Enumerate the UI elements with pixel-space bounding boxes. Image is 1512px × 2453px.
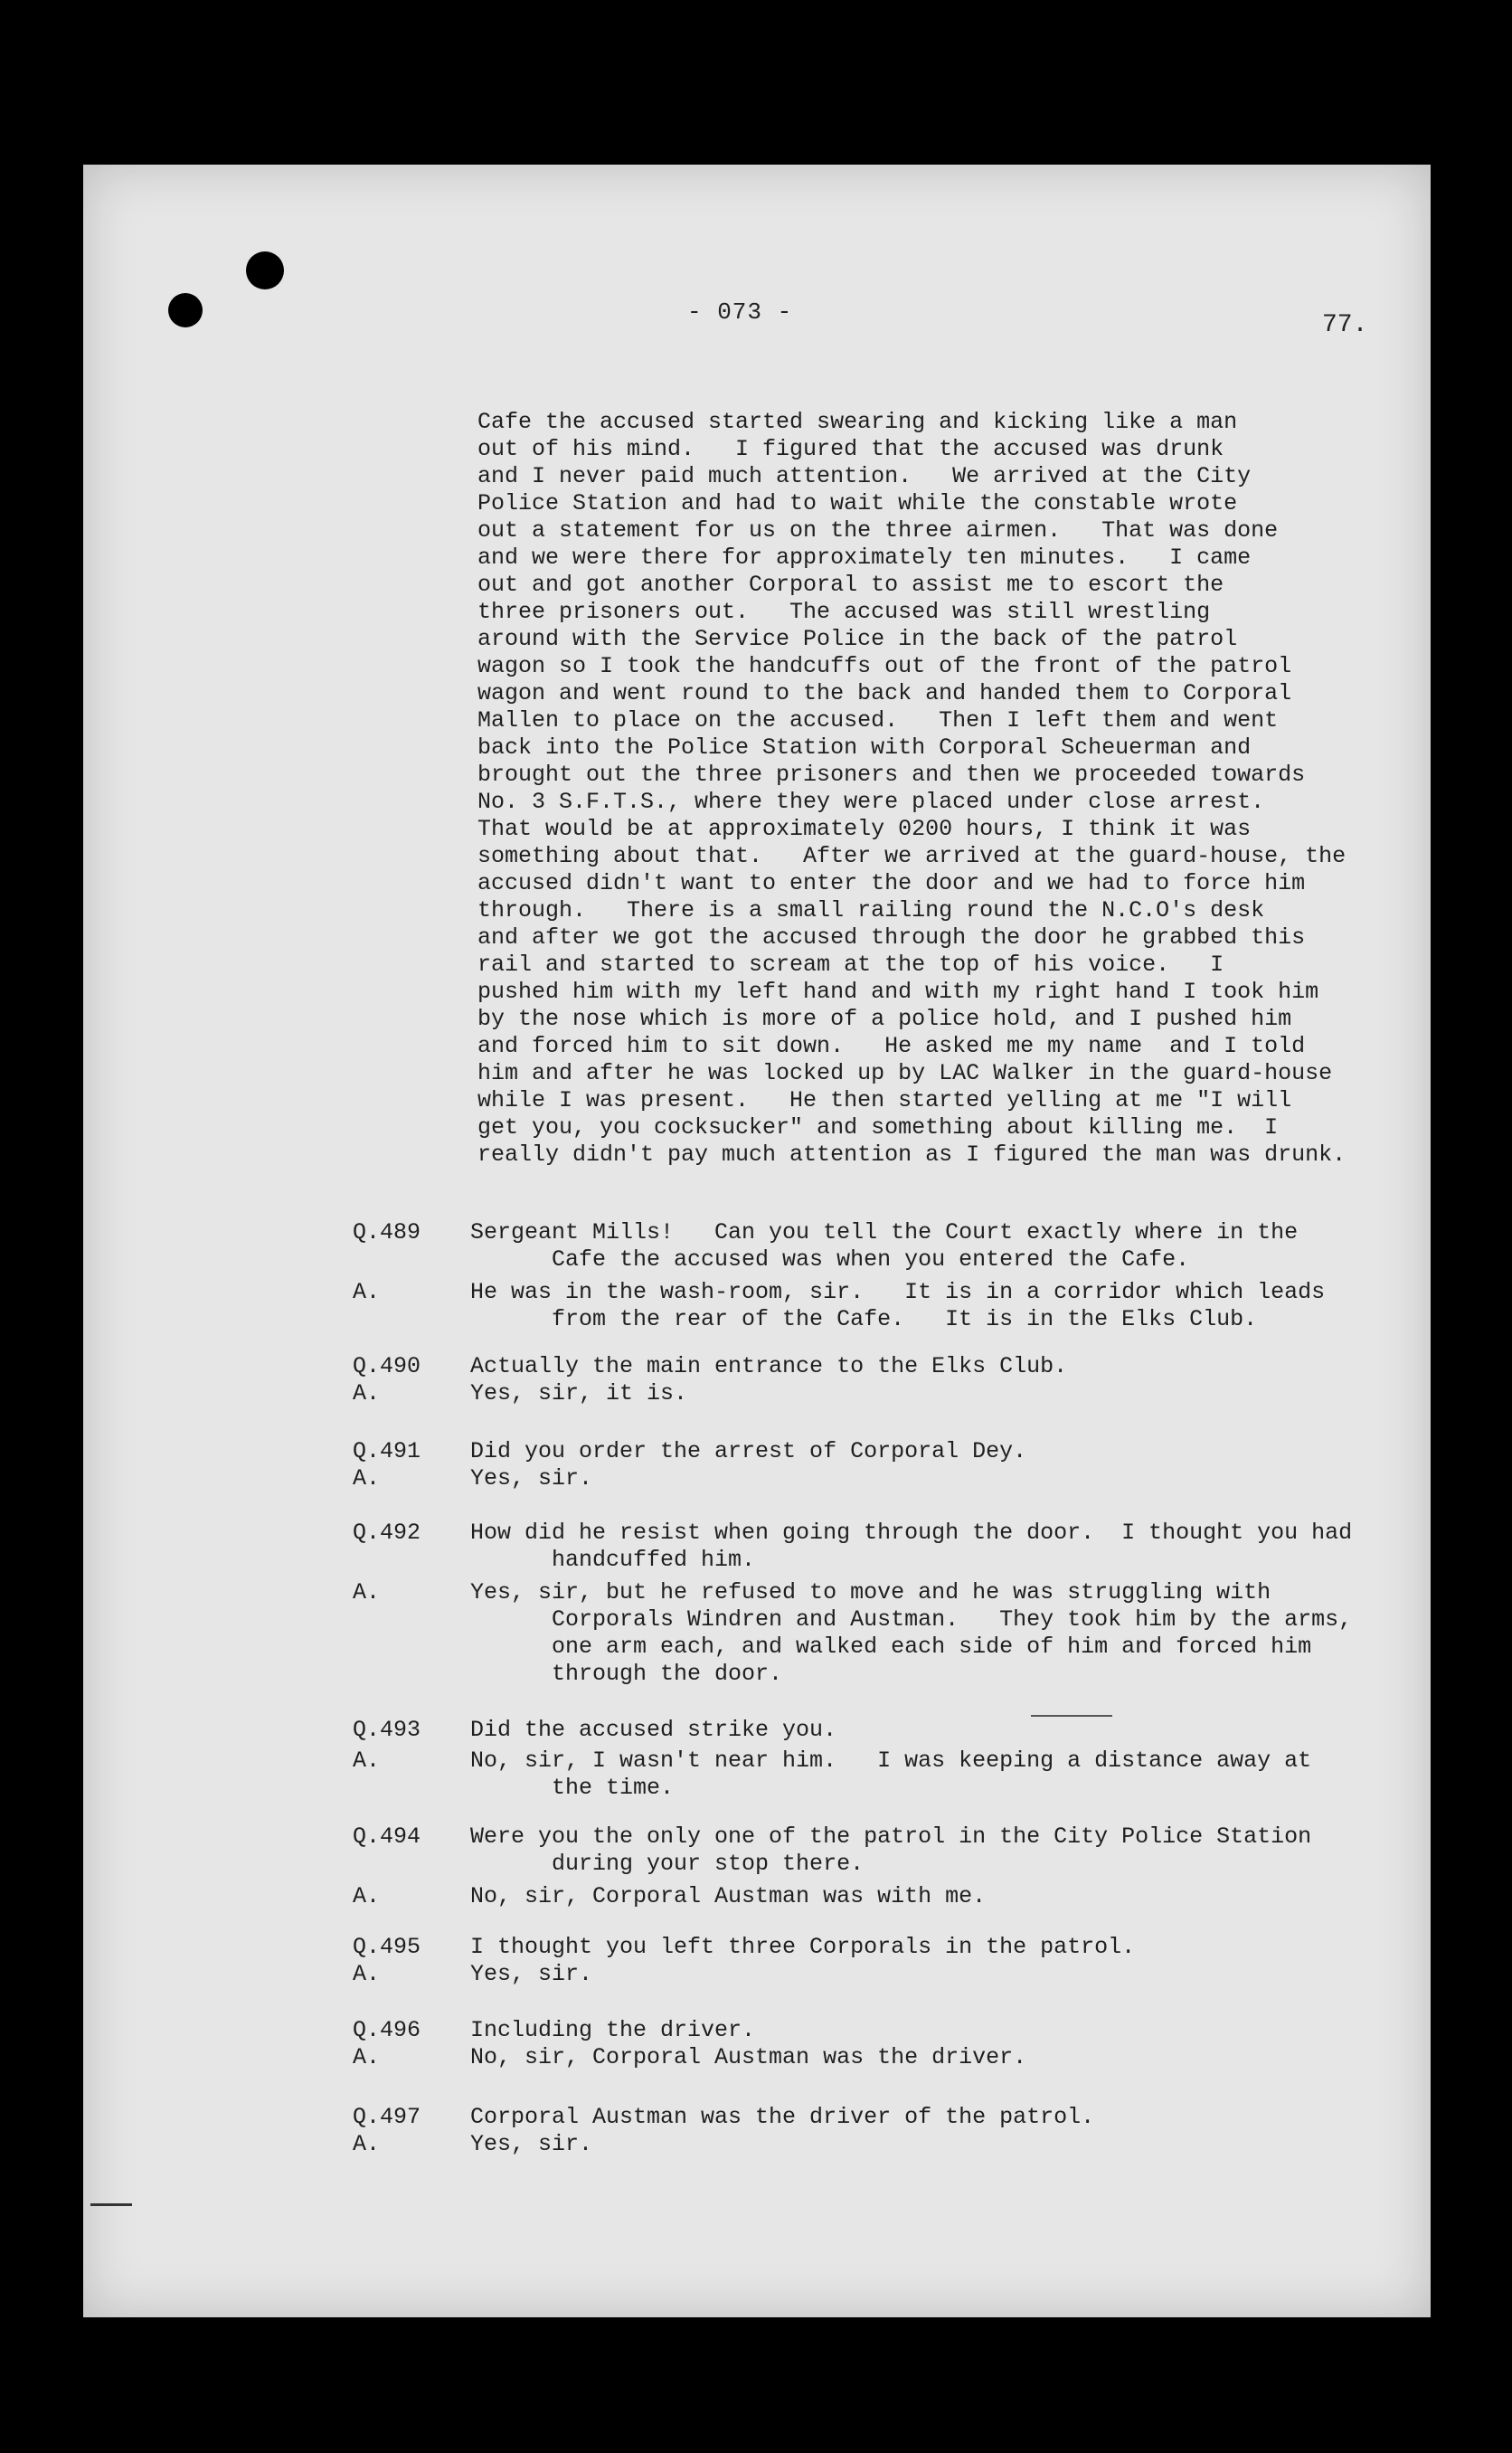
question-text: How did he resist when going through the door. I thought you had handcuffed him.: [470, 1520, 1353, 1573]
question-label: Q.491: [353, 1438, 421, 1464]
question-row: [353, 1823, 1393, 1878]
question-text: Including the driver.: [470, 2017, 756, 2043]
question-row: [353, 2017, 1393, 2044]
qa-block-494: [353, 1823, 1393, 1910]
testimony-narrative: Cafe the accused started swearing and kicking like a man out of his mind. I figured that the accused was drunk and I never paid much attention. We arrived at the City Police Station and had to wait while the constable wrote out a statement for us on the three airmen. That was done and we were there for approximately ten minutes. I came out and got another Corporal to assist me to escort the three prisoners out. The accused was still wrestling around with the Service Police in the back of the patrol wagon so I took the handcuffs out of the front of the patrol wagon and went round to the back and handed them to Corporal Mallen to place on the accused. Then I left them and went back into the Police Station with Corporal Scheuerman and brought out the three prisoners and then we proceeded towards No. 3 S.F.T.S., where they were placed under close arrest. That would be at approximately 0200 hours, I think it was something about that. After we arrived at the guard-house, the accused didn't want to enter the door and we had to force him through. There is a small railing round the N.C.O's desk and after we got the accused through the door he grabbed this rail and started to scream at the top of his voice. I pushed him with my left hand and with my right hand I took him by the nose which is more of a police hold, and I pushed him and forced him to sit down. He asked me my name and I told him and after he was locked up by LAC Walker in the guard-house while I was present. He then started yelling at me "I will get you, you cocksucker" and something about killing me. I really didn't pay much attention as I figured the man was drunk.: [477, 409, 1347, 1168]
question-text: Corporal Austman was the driver of the patrol.: [470, 2104, 1095, 2130]
answer-label: A.: [353, 1380, 381, 1406]
answer-text: No, sir, Corporal Austman was with me.: [470, 1883, 987, 1909]
qa-block-493: [353, 1717, 1393, 1802]
question-text: Were you the only one of the patrol in the City Police Station during your stop there.: [470, 1823, 1312, 1877]
answer-row: [353, 1883, 1393, 1910]
question-text: Sergeant Mills! Can you tell the Court exactly where in the Cafe the accused was when you entered the Cafe.: [470, 1219, 1299, 1273]
question-label: Q.495: [353, 1934, 421, 1960]
qa-block-495: [353, 1934, 1393, 1988]
answer-text: Yes, sir.: [470, 2131, 593, 2157]
answer-text: No, sir, Corporal Austman was the driver.: [470, 2044, 1027, 2070]
qa-block-497: [353, 2104, 1393, 2158]
answer-label: A.: [353, 1961, 381, 1987]
document-number: - 073 -: [687, 298, 793, 326]
margin-mark: [90, 2203, 132, 2206]
question-label: Q.489: [353, 1219, 421, 1245]
answer-label: A.: [353, 1465, 381, 1492]
answer-row: [353, 1961, 1393, 1988]
question-label: Q.490: [353, 1353, 421, 1379]
question-text: Did you order the arrest of Corporal Dey.: [470, 1438, 1027, 1464]
answer-label: A.: [353, 2044, 381, 2070]
qa-block-492: [353, 1520, 1393, 1688]
qa-block-490: [353, 1353, 1393, 1407]
question-text: Actually the main entrance to the Elks Club.: [470, 1353, 1068, 1379]
question-text: I thought you left three Corporals in the patrol.: [470, 1934, 1136, 1960]
answer-row: [353, 2131, 1393, 2158]
question-row: [353, 1353, 1393, 1380]
question-label: Q.492: [353, 1520, 421, 1546]
question-label: Q.493: [353, 1717, 421, 1743]
answer-row: [353, 1380, 1393, 1407]
answer-text: Yes, sir, it is.: [470, 1380, 688, 1406]
qa-block-496: [353, 2017, 1393, 2071]
question-row: [353, 1934, 1393, 1961]
question-text: Did the accused strike you.: [470, 1717, 837, 1743]
question-row: [353, 1438, 1393, 1465]
qa-block-489: [353, 1219, 1393, 1333]
answer-label: A.: [353, 2131, 381, 2157]
punch-hole-left: [168, 293, 203, 327]
answer-label: A.: [353, 1579, 381, 1605]
question-row: [353, 2104, 1393, 2131]
question-label: Q.497: [353, 2104, 421, 2130]
answer-text: Yes, sir.: [470, 1961, 593, 1987]
page-number: 77.: [1322, 311, 1368, 339]
question-row: [353, 1717, 1393, 1744]
question-label: Q.494: [353, 1823, 421, 1850]
answer-text: He was in the wash-room, sir. It is in a corridor which leads from the rear of the Cafe. It is in the Elks Club.: [470, 1279, 1326, 1332]
answer-row: [353, 1279, 1393, 1333]
answer-label: A.: [353, 1747, 381, 1774]
question-label: Q.496: [353, 2017, 421, 2043]
answer-row: [353, 1465, 1393, 1492]
answer-text: No, sir, I wasn't near him. I was keeping a distance away at the time.: [470, 1747, 1312, 1801]
question-row: [353, 1219, 1393, 1274]
answer-label: A.: [353, 1883, 381, 1909]
answer-label: A.: [353, 1279, 381, 1305]
answer-row: [353, 2044, 1393, 2071]
answer-text: Yes, sir.: [470, 1465, 593, 1492]
answer-row: [353, 1579, 1393, 1688]
answer-row: [353, 1747, 1393, 1802]
question-row: [353, 1520, 1393, 1574]
answer-text: Yes, sir, but he refused to move and he was struggling with Corporals Windren and Austman. They took him by the arms, one arm each, and walked each side of him and forced him through the door.: [470, 1579, 1353, 1687]
qa-block-491: [353, 1438, 1393, 1492]
punch-hole-right: [246, 251, 284, 289]
